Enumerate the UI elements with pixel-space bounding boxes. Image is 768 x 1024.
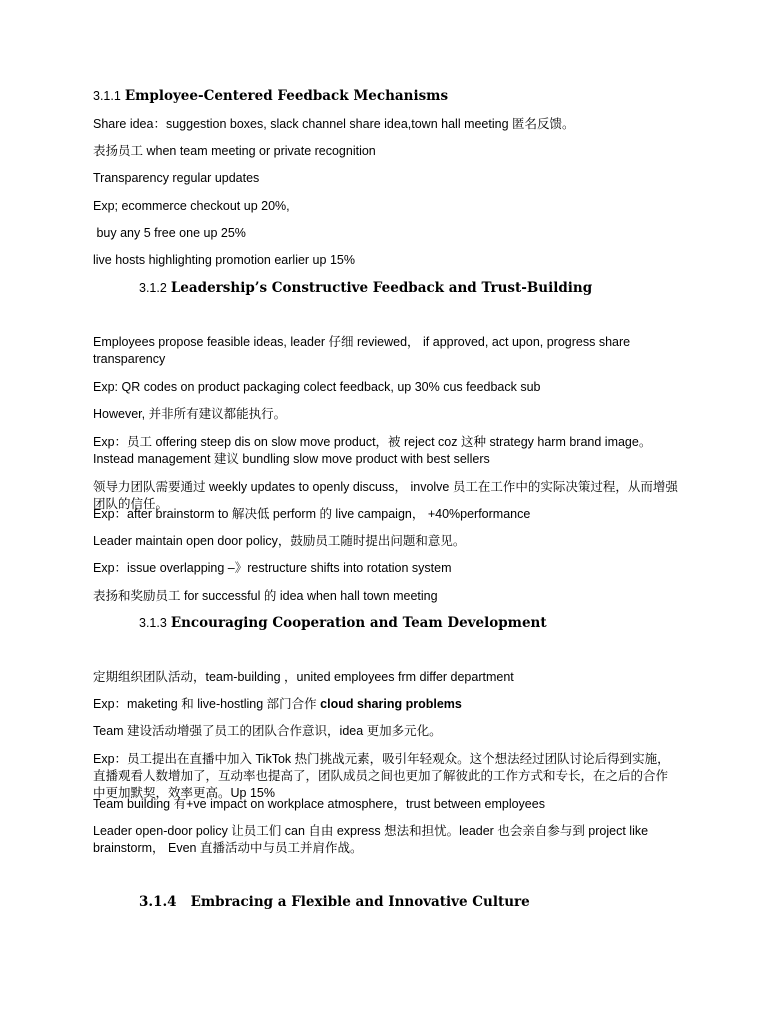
paragraph: 表扬和奖励员工 for successful 的 idea when hall town meeting xyxy=(93,589,438,603)
paragraph: However, 并非所有建议都能执行。 xyxy=(93,407,287,421)
paragraph: buy any 5 free one up 25% xyxy=(93,226,246,240)
paragraph: Team building 有+ve impact on workplace atmosphere，trust between employees xyxy=(93,797,545,811)
paragraph: live hosts highlighting promotion earlier up 15% xyxy=(93,253,355,267)
paragraph: Exp：issue overlapping –》restructure shifts into rotation system xyxy=(93,561,452,575)
paragraph: Team 建设活动增强了员工的团队合作意识，idea 更加多元化。 xyxy=(93,724,442,738)
paragraph: Leader open-door policy 让员工们 can 自由 express 想法和担忧。leader 也会亲自参与到 project like brainstorm， Even 直播活动中与员工并肩作战。 xyxy=(93,824,649,855)
paragraph: Employees propose feasible ideas, leader 仔细 reviewed， if approved, act upon, progress share transparency xyxy=(93,335,631,366)
section-title: Encouraging Cooperation and Team Development xyxy=(170,615,547,631)
paragraph: Exp：after brainstorm to 解决低 perform 的 live campaign， +40%performance xyxy=(93,507,531,521)
section-title: Leadership’s Constructive Feedback and Trust-Building xyxy=(170,280,593,296)
paragraph: Share idea：suggestion boxes, slack channel share idea,town hall meeting 匿名反馈。 xyxy=(93,117,575,131)
paragraph: 定期组织团队活动，team-building ，united employees frm differ department xyxy=(93,670,514,684)
section-number: 3.1.2 xyxy=(139,281,167,295)
section-heading xyxy=(93,88,448,104)
section-heading xyxy=(139,615,547,631)
section-number: 3.1.3 xyxy=(139,616,167,630)
paragraph: Exp: QR codes on product packaging colect feedback, up 30% cus feedback sub xyxy=(93,380,541,394)
section-title: Employee-Centered Feedback Mechanisms xyxy=(124,88,449,104)
section-heading xyxy=(139,894,530,910)
section-number: 3.1.4 xyxy=(139,894,177,910)
section-title: Embracing a Flexible and Innovative Culture xyxy=(190,894,530,910)
bold-text: cloud sharing problems xyxy=(320,697,462,711)
section-heading xyxy=(139,280,592,296)
paragraph: 领导力团队需要通过 weekly updates to openly discuss， involve 员工在工作中的实际决策过程，从而增强团队的信任。 xyxy=(93,480,678,511)
paragraph: Exp：员工提出在直播中加入 TikTok 热门挑战元素，吸引年轻观众。这个想法经过团队讨论后得到实施，直播观看人数增加了，互动率也提高了，团队成员之间也更加了解彼此的工作方式和专长，在之后的合作中更加默契，效率更高。Up 15% xyxy=(93,752,670,800)
paragraph-text: Exp：maketing 和 live-hostling 部门合作 xyxy=(93,697,321,711)
paragraph: Transparency regular updates xyxy=(93,171,260,185)
section-number: 3.1.1 xyxy=(93,89,121,103)
paragraph: Exp; ecommerce checkout up 20%, xyxy=(93,199,290,213)
paragraph: 表扬员工 when team meeting or private recognition xyxy=(93,144,376,158)
paragraph: Exp：员工 offering steep dis on slow move product，被 reject coz 这种 strategy harm brand image。 Instead management 建议 bundling slow move product with best sellers xyxy=(93,435,652,466)
paragraph: Leader maintain open door policy，鼓励员工随时提出问题和意见。 xyxy=(93,534,466,548)
paragraph xyxy=(93,696,683,713)
